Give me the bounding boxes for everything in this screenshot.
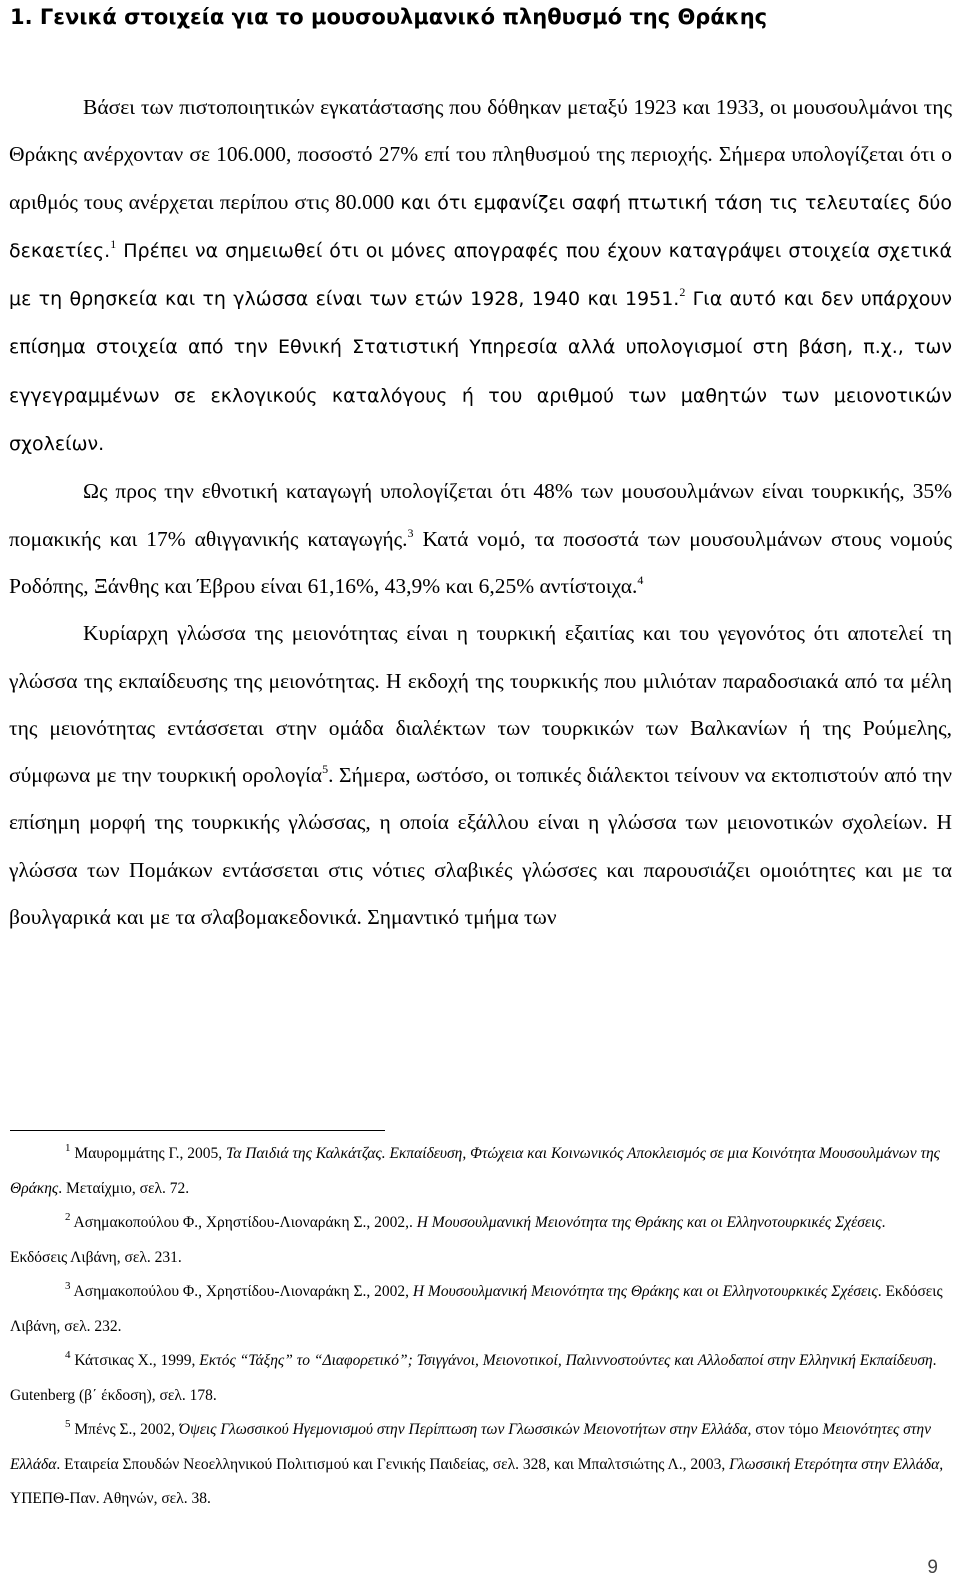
body-paragraph xyxy=(9,468,952,610)
text-run: και ότι εμφανίζει σαφή πτωτική τάση τις τελευταίες δύο δεκαετίες. xyxy=(9,191,952,262)
italic-text: Γλωσσική Ετερότητα στην Ελλάδα, xyxy=(729,1455,944,1473)
italic-text: Η Μουσουλμανική Μειονότητα της Θράκης και οι Ελληνοτουρκικές Σχέσεις xyxy=(416,1214,882,1231)
footnote-marker: 3 xyxy=(407,525,414,540)
footnote-marker: 2 xyxy=(65,1211,71,1223)
italic-text: Η Μουσουλμανική Μειονότητα της Θράκης και οι Ελληνοτουρκικές Σχέσεις xyxy=(412,1283,878,1300)
text-run: Για αυτό και δεν υπάρχουν επίσημα στοιχεία από την Εθνική Στατιστική Υπηρεσία αλλά υπολογισμοί στη βάση, π.χ., των εγγεγραμμένων σε εκλογικούς καταλόγους ή του αριθμού των μαθητών των μειονοτικών σχολείων. xyxy=(9,288,952,456)
footnote-item xyxy=(10,1206,945,1275)
footnote-item xyxy=(10,1344,945,1413)
footnote-marker: 4 xyxy=(637,572,644,587)
text-run: . Εταιρεία Σπουδών Νεοελληνικού Πολιτισμού και Γενικής Παιδείας, σελ. 328, και Μπαλτσιώτης Λ., 2003, xyxy=(56,1455,730,1473)
footnote-marker: 5 xyxy=(322,762,329,777)
italic-text: Εκτός “Τάξης” το “Διαφορετικό”; Τσιγγάνοι, Μειονοτικοί, Παλιννοστούντες και Αλλοδαποί στην Ελληνική Εκπαίδευση xyxy=(199,1352,933,1369)
italic-text: Όψεις Γλωσσικού Ηγεμονισμού στην Περίπτωση των Γλωσσικών Μειονοτήτων στην Ελλάδα, xyxy=(178,1421,752,1438)
text-run: Ως προς την εθνοτική καταγωγή υπολογίζεται ότι 48% των μουσουλμάνων είναι τουρκικής, 35% πομακικής και 17% αθιγγανικής καταγωγής. xyxy=(9,479,952,551)
footnote-marker: 3 xyxy=(65,1280,71,1292)
text-run: στον τόμο xyxy=(751,1421,823,1438)
text-run: . Σήμερα, ωστόσο, οι τοπικές διάλεκτοι τείνουν να εκτοπιστούν από την επίσημη μορφή της τουρκικής γλώσσας, η οποία εξάλλου είναι η γλώσσα των μειονοτικών σχολείων. Η γλώσσα των Πομάκων εντάσσεται στις νότιες σλαβικές γλώσσες και παρουσιάζει ομοιότητες και με τα βουλγαρικά και με τα σλαβομακεδονικά. Σημαντικό τμήμα των xyxy=(9,763,952,930)
italic-text: Τα Παιδιά της Καλκάτζας. Εκπαίδευση, Φτώχεια και Κοινωνικός Αποκλεισμός σε μια Κοινότητα Μουσουλμάνων της Θράκης xyxy=(10,1145,940,1197)
text-run: Πρέπει να σημειωθεί ότι οι μόνες απογραφές που έχουν καταγράψει στοιχεία σχετικά με τη θρησκεία και τη γλώσσα είναι των ετών 1928, 1940 και 1951. xyxy=(9,239,952,311)
footnote-marker: 1 xyxy=(65,1142,71,1154)
text-run: Κατά νομό, τα ποσοστά των μουσουλμάνων στους νομούς Ροδόπης, Ξάνθης και Έβρου είναι 61,16%, 43,9% και 6,25% αντίστοιχα. xyxy=(9,526,952,598)
text-run: . Μεταίχμιο, σελ. 72. xyxy=(58,1179,190,1197)
text-run: . Gutenberg (β΄ έκδοση), σελ. 178. xyxy=(10,1352,937,1404)
text-run: ΥΠΕΠΘ-Παν. Αθηνών, σελ. 38. xyxy=(10,1490,211,1507)
body-paragraph xyxy=(9,610,952,941)
footnote-marker: 2 xyxy=(679,285,686,300)
text-run: . Εκδόσεις Λιβάνη, σελ. 231. xyxy=(10,1214,886,1266)
page-number: 9 xyxy=(927,1557,938,1578)
italic-text: Μειονότητες στην Ελλάδα xyxy=(10,1421,931,1473)
footnote-marker: 5 xyxy=(65,1418,71,1430)
text-run: Ασημακοπούλου Φ., Χρηστίδου-Λιοναράκη Σ., 2002, xyxy=(70,1283,413,1300)
footnote-item xyxy=(10,1275,945,1344)
text-run: Βάσει των πιστοποιητικών εγκατάστασης που δόθηκαν μεταξύ 1923 και 1933, οι μουσουλμάνοι της Θράκης ανέρχονταν σε 106.000, ποσοστό 27% επί του πληθυσμού της περιοχής. Σήμερα υπολογίζεται ότι ο αριθμός τους ανέρχεται περίπου στις 80.000 xyxy=(9,95,952,214)
text-run: Μπένς Σ., 2002, xyxy=(70,1421,179,1438)
footnote-item xyxy=(10,1413,945,1517)
text-run: . Εκδόσεις Λιβάνη, σελ. 232. xyxy=(10,1283,943,1335)
footnote-marker: 1 xyxy=(110,236,117,251)
text-run: Κυρίαρχη γλώσσα της μειονότητας είναι η τουρκική εξαιτίας και του γεγονότος ότι αποτελεί τη γλώσσα της εκπαίδευσης της μειονότητας. Η εκδοχή της τουρκικής που μιλιόταν παραδοσιακά από τα μέλη της μειονότητας εντάσσεται στην ομάδα διαλέκτων των τουρκικών των Βαλκανίων ή της Ρούμελης, σύμφωνα με την τουρκική ορολογία xyxy=(9,621,952,788)
text-run: Ασημακοπούλου Φ., Χρηστίδου-Λιοναράκη Σ., 2002,. xyxy=(70,1214,417,1231)
text-run: Κάτσικας Χ., 1999, xyxy=(70,1352,200,1369)
footnote-marker: 4 xyxy=(65,1349,71,1361)
body-paragraph xyxy=(9,84,952,468)
footnote-item xyxy=(10,1137,945,1206)
text-run: Μαυρομμάτης Γ., 2005, xyxy=(70,1145,226,1162)
footnote-separator xyxy=(10,1130,385,1131)
section-heading: 1. Γενικά στοιχεία για το μουσουλμανικό πληθυσμό της Θράκης xyxy=(10,5,768,29)
footnotes xyxy=(10,1137,945,1517)
body-text xyxy=(9,84,952,941)
